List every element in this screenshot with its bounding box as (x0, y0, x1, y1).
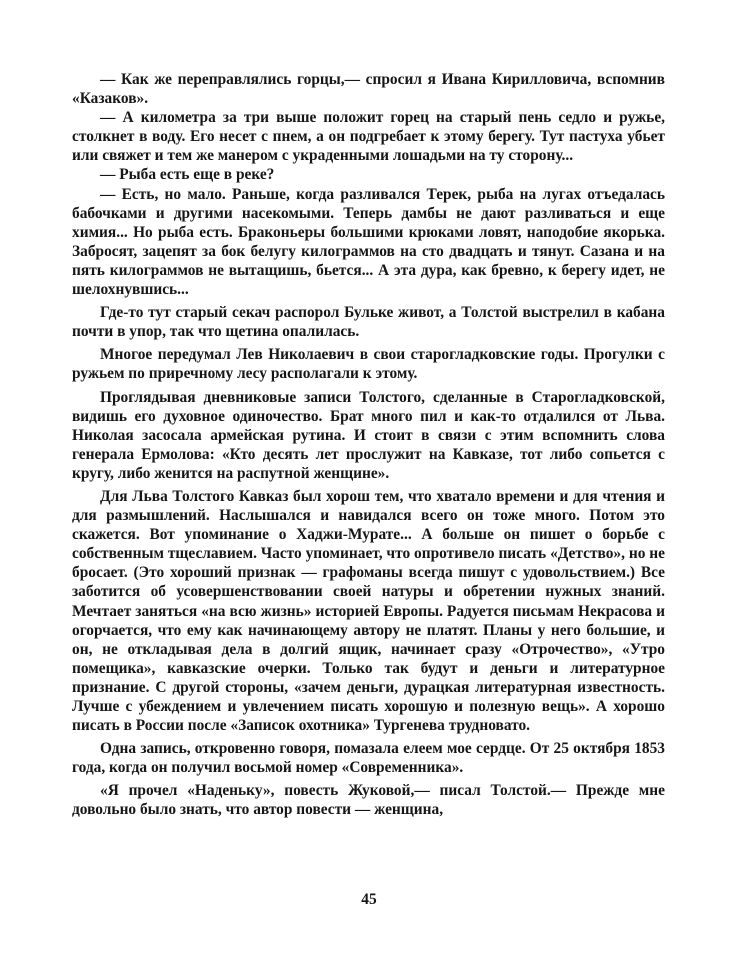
paragraph-fish-answer: — Есть, но мало. Раньше, когда разливался Терек, рыба на лугах отъедалась бабочками и другими насекомыми. Теперь дамбы не дают разливаться и еще химия... Но рыба есть. Браконьеры большими крюками ловят, наподобие якорька. Забросят, зацепят за бок белугу килограммов на сто двадцать и тянут. Сазана и на пять килограммов не вытащишь, бьется... А эта дура, как бревно, к берегу идет, не шелохнувшись... (72, 185, 665, 299)
paragraph-boar: Где-то тут старый секач распорол Бульке живот, а Толстой выстрелил в кабана почти в упор, так что щетина опалилась. (72, 304, 665, 341)
paragraph-fish-question: — Рыба есть еще в реке? (100, 166, 275, 184)
paragraph-dialogue-answer: — А километра за три выше положит горец на старый пень седло и ружье, столкнет в воду. Его несет с пнем, а он подгребает к этому берегу. Тут пастуха убьет или свяжет и тем же манером с украденными лошадьми на ту сторону... (72, 109, 665, 165)
paragraph-quote: «Я прочел «Наденьку», повесть Жуковой,— писал Толстой.— Прежде мне довольно было знать, что автор повести — женщина, (72, 782, 665, 819)
paragraph-diary-entry: Одна запись, откровенно говоря, помазала елеем мое сердце. От 25 октября 1853 года, когда он получил восьмой номер «Современника». (72, 740, 665, 777)
paragraph-caucasus: Для Льва Толстого Кавказ был хорош тем, что хватало времени и для чтения и для размышлений. Наслышался и навидался всего он тоже много. Потом это скажется. Вот упоминание о Хаджи-Мурате... А больше он пишет о борьбе с собственным тщеславием. Часто упоминает, что опротивело писать «Детство», но не бросает. (Это хороший признак — графоманы всегда пишут с удовольствием.) Все заботится об усовершенствовании своей натуры и обретении нужных знаний. Мечтает заняться «на всю жизнь» историей Европы. Радуется письмам Некрасова и огорчается, что ему как начинающему автору не платят. Планы у него большие, и он, не откладывая дела в долгий ящик, начинает сразу «Отрочество», «Утро помещика», кавказские очерки. Только так будут и деньги и литературное признание. С другой стороны, «зачем деньги, дурацкая литературная известность. Лучше с убеждением и увлечением писать хорошую и полезную вещь». А хорошо писать в России после «Записок охотника» Тургенева трудновато. (72, 487, 665, 735)
paragraph-dialogue-question: — Как же переправлялись горцы,— спросил я Ивана Кирилловича, вспомнив «Казаков». (72, 71, 665, 108)
page-text (72, 70, 665, 820)
paragraph-diary: Проглядывая дневниковые записи Толстого, сделанные в Старогладковской, видишь его духовное одиночество. Брат много пил и как-то отдалился от Льва. Николая засосала армейская рутина. И стоит в связи с этим вспомнить слова генерала Ермолова: «Кто десять лет прослужит на Кавказе, тот либо сопьется с кругу, либо женится на распутной женщине». (72, 388, 665, 482)
page-number: 45 (361, 891, 377, 908)
paragraph-reflection: Многое передумал Лев Николаевич в свои старогладковские годы. Прогулки с ружьем по приречному лесу располагали к этому. (72, 346, 665, 383)
